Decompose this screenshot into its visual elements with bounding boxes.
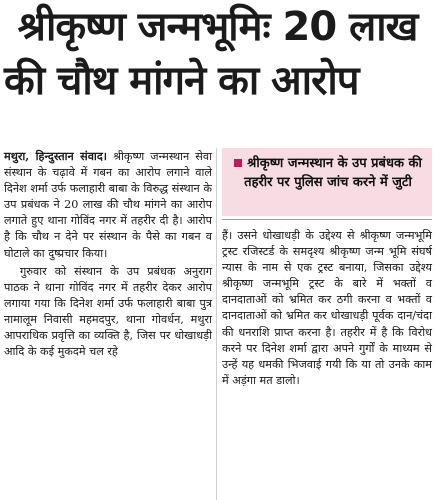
article-paragraph-2: गुरुवार को संस्थान के उप प्रबंधक अनुराग पाठक ने थाना गोविंद नगर में तहरीर देकर आरोप लगाया गया कि दिनेश शर्मा उर्फ फलाहारी बाबा पुत्र नामालूम निवासी महमदपुर, थाना गोवर्धन, मथुरा आपराधिक प्रवृत्ति का व्यक्ति है, जिस पर धोखाधड़ी आदि के कई मुकदमे चल रहे	[4, 264, 212, 359]
column-divider	[216, 148, 217, 500]
right-column-paragraph: हैं। उसने धोखाधड़ी के उद्देश्य से श्रीकृष्ण जन्मभूमि ट्रस्ट रजिस्टर्ड के समदृश्य श्रीकृष्ण जन्म भूमि संघर्ष न्यास के नाम से एक ट्रस्ट बनाया, जिसका उद्देश्य श्रीकृष्ण जन्मभूमि ट्रस्ट के बारे में भक्तों व दानदाताओं को भ्रमित कर ठगी करना व भक्तों व दानदाताओं को भ्रमित कर धोखाधड़ी पूर्वक दान/चंदा की धनराशि प्राप्त करना है। तहरीर में है कि विरोध करने पर दिनेश शर्मा द्वारा अपने गुर्गों के माध्यम से उन्हें यह धमकी भिजवाई गयी कि या तो उनके काम में अड़ंगा मत डालो।	[222, 229, 432, 387]
headline-line-2: की चौथ मांगने का आरोप	[4, 58, 359, 104]
subhead-box	[222, 148, 432, 216]
paragraph-1-text: श्रीकृष्ण जन्मस्थान सेवा संस्थान के चढ़ावे में गबन का आरोप लगाने वाले दिनेश शर्मा उर्फ फलाहारी बाबा के विरुद्ध संस्थान के उप प्रबंधक ने 20 लाख की चौथ मांगने का आरोप लगाते हुए थाना गोविंद नगर में तहरीर दी है। आरोप है कि चौथ न देने पर संस्थान के पैसे का गबन व घोटाले का दुष्प्रचार किया।	[4, 150, 212, 260]
subhead-text: श्रीकृष्ण जन्मस्थान के उप प्रबंधक की तहरीर पर पुलिस जांच करने में जुटी	[244, 156, 422, 190]
headline	[0, 0, 435, 104]
subhead-rule	[222, 219, 432, 220]
headline-line-1: श्रीकृष्ण जन्मभूमिः 20 लाख	[17, 4, 418, 50]
right-column-body	[222, 228, 432, 389]
article-paragraph-1	[4, 148, 212, 262]
article-right-column	[222, 148, 432, 389]
dateline: मथुरा, हिन्दुस्तान संवाद।	[4, 149, 107, 163]
square-bullet-icon	[234, 159, 242, 167]
article-left-column	[4, 148, 212, 360]
